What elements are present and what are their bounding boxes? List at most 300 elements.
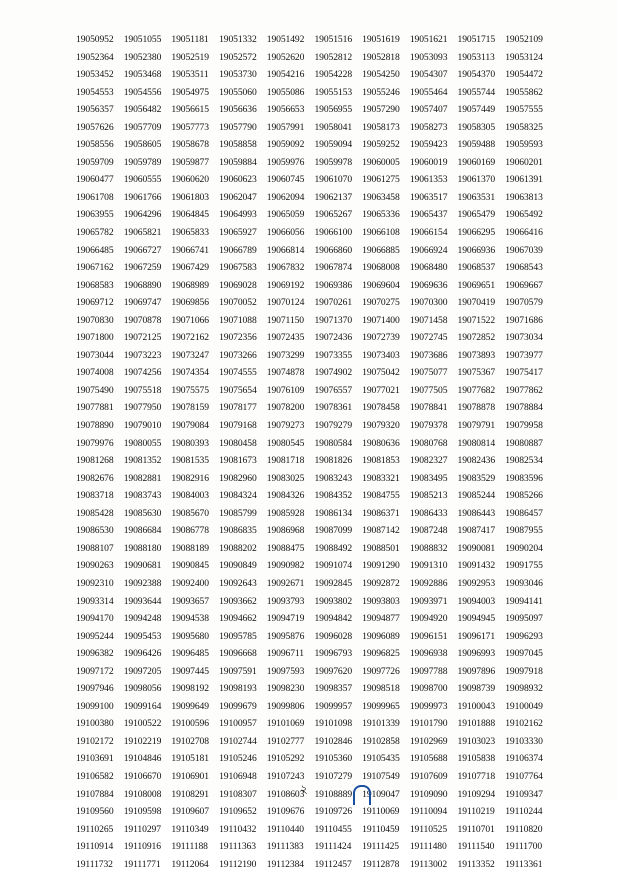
roll-number-cell: 19074555	[219, 367, 257, 379]
roll-number-cell: 19064296	[123, 209, 162, 221]
roll-number-cell: 19073266	[219, 349, 257, 361]
roll-number-cell: 19081673	[219, 455, 257, 467]
roll-number-cell: 19110244	[505, 806, 543, 818]
roll-number-cell: 19083025	[266, 472, 305, 484]
roll-number-cell: 19069192	[266, 279, 305, 291]
roll-number-cell: 19099965	[362, 700, 400, 712]
roll-number-cell: 19055153	[314, 86, 353, 98]
roll-number-cell: 19100380	[76, 718, 114, 730]
roll-number-cell: 19083243	[314, 472, 353, 484]
roll-number-cell: 19057407	[409, 104, 448, 116]
roll-number-cell: 19081826	[314, 455, 353, 467]
roll-number-cell: 19110432	[219, 823, 257, 835]
table-row	[76, 487, 553, 505]
roll-number-cell: 19058678	[171, 139, 209, 151]
roll-number-cell: 19068890	[123, 279, 162, 291]
roll-number-cell: 19079958	[505, 420, 543, 432]
roll-number-cell: 19096668	[219, 648, 257, 660]
roll-number-cell: 19056482	[123, 104, 162, 116]
roll-number-cell: 19065782	[76, 227, 114, 239]
roll-number-cell: 19107884	[76, 788, 114, 800]
roll-number-cell: 19055464	[409, 86, 448, 98]
roll-number-cell: 19086778	[171, 525, 209, 537]
roll-number-cell: 19078884	[505, 402, 543, 414]
roll-number-cell: 19059593	[505, 139, 543, 151]
roll-number-cell: 19090081	[457, 542, 496, 554]
roll-number-cell: 19079279	[314, 420, 353, 432]
roll-number-cell: 19072436	[314, 332, 353, 344]
table-row	[76, 663, 553, 681]
roll-number-cell: 19093803	[362, 595, 400, 607]
roll-number-cell: 19107718	[457, 770, 496, 782]
roll-number-cell: 19095453	[123, 630, 162, 642]
roll-number-cell: 19057773	[171, 121, 209, 133]
table-row	[76, 505, 553, 523]
roll-number-cell: 19096993	[457, 648, 496, 660]
roll-number-cell: 19059884	[219, 156, 257, 168]
roll-number-cell: 19110459	[362, 823, 400, 835]
roll-number-cell: 19112384	[266, 858, 304, 870]
roll-number-cell: 19073247	[171, 349, 209, 361]
roll-number-cell: 19105181	[171, 753, 209, 765]
roll-number-cell: 19091074	[314, 560, 353, 572]
roll-number-cell: 19109676	[266, 806, 305, 818]
roll-number-cell: 19079010	[123, 420, 162, 432]
roll-number-cell: 19062094	[266, 191, 305, 203]
roll-number-cell: 19065821	[123, 227, 162, 239]
roll-number-cell: 19073977	[505, 349, 543, 361]
roll-number-cell: 19111363	[219, 841, 256, 853]
roll-number-cell: 19056636	[219, 104, 257, 116]
roll-number-cell: 19082916	[171, 472, 209, 484]
roll-number-cell: 19052519	[171, 51, 209, 63]
roll-number-cell: 19097946	[76, 683, 114, 695]
table-row	[76, 417, 553, 435]
roll-number-cell: 19107549	[362, 770, 400, 782]
roll-number-cell: 19059092	[266, 139, 305, 151]
roll-number-cell: 19066814	[266, 244, 305, 256]
roll-number-cell: 19085266	[505, 490, 543, 502]
roll-number-cell: 19097896	[457, 665, 496, 677]
roll-number-cell: 19081718	[266, 455, 305, 467]
roll-number-cell: 19106582	[76, 770, 114, 782]
roll-number-cell: 19093046	[505, 577, 543, 589]
roll-number-cell: 19055862	[505, 86, 543, 98]
roll-number-cell: 19051181	[171, 34, 209, 45]
roll-number-cell: 19093662	[219, 595, 257, 607]
roll-number-cell: 19061708	[76, 191, 114, 203]
table-row	[76, 522, 553, 540]
roll-number-cell: 19087417	[457, 525, 496, 537]
roll-number-cell: 19090845	[171, 560, 209, 572]
roll-number-cell: 19088492	[314, 542, 353, 554]
roll-number-cell: 19112064	[171, 858, 209, 870]
roll-number-cell: 19058305	[457, 121, 496, 133]
roll-number-cell: 19083321	[362, 472, 400, 484]
roll-number-cell: 19051492	[266, 34, 305, 45]
roll-number-cell: 19051332	[219, 34, 257, 45]
roll-number-cell: 19071088	[219, 314, 257, 326]
roll-number-cell: 19067832	[266, 262, 305, 274]
roll-number-cell: 19053730	[219, 69, 257, 81]
table-row	[76, 259, 553, 277]
roll-number-cell: 19080545	[266, 437, 305, 449]
roll-number-cell: 19094248	[123, 613, 162, 625]
roll-number-cell: 19059789	[123, 156, 162, 168]
roll-number-cell: 19082534	[505, 455, 543, 467]
roll-number-cell: 19058556	[76, 139, 114, 151]
roll-number-cell: 19111188	[171, 841, 208, 853]
roll-number-cell: 19111700	[505, 841, 543, 853]
roll-number-cell: 19056653	[266, 104, 305, 116]
roll-number-cell: 19103330	[505, 735, 543, 747]
roll-number-cell: 19094662	[219, 613, 257, 625]
roll-number-cell: 19083743	[123, 490, 162, 502]
roll-number-cell: 19094920	[409, 613, 448, 625]
roll-number-cell: 19065927	[219, 227, 257, 239]
roll-number-cell: 19060005	[362, 156, 400, 168]
roll-number-cell: 19108889	[314, 788, 353, 800]
roll-number-cell: 19097918	[505, 665, 543, 677]
table-row	[76, 294, 553, 312]
roll-number-cell: 19060169	[457, 156, 496, 168]
page-number: ২	[300, 782, 308, 796]
roll-number-cell: 19063531	[457, 191, 496, 203]
roll-number-cell: 19060555	[123, 174, 162, 186]
roll-number-cell: 19069604	[362, 279, 400, 291]
roll-number-cell: 19100043	[457, 700, 496, 712]
roll-number-cell: 19054250	[362, 69, 400, 81]
roll-number-cell: 19073044	[76, 349, 114, 361]
roll-number-cell: 19110094	[409, 806, 448, 818]
roll-number-cell: 19070052	[219, 297, 257, 309]
roll-number-cell: 19069747	[123, 297, 162, 309]
roll-number-cell: 19075042	[362, 367, 400, 379]
roll-number-cell: 19077881	[76, 402, 114, 414]
roll-number-cell: 19108291	[171, 788, 209, 800]
roll-number-cell: 19092643	[219, 577, 257, 589]
roll-number-cell: 19093971	[409, 595, 448, 607]
roll-number-cell: 19079791	[457, 420, 496, 432]
roll-number-cell: 19063955	[76, 209, 114, 221]
roll-number-cell: 19099973	[409, 700, 448, 712]
roll-number-cell: 19066885	[362, 244, 400, 256]
roll-number-cell: 19057626	[76, 121, 114, 133]
roll-number-cell: 19060201	[505, 156, 543, 168]
roll-number-cell: 19111771	[123, 858, 161, 870]
roll-number-cell: 19061766	[123, 191, 162, 203]
roll-number-cell: 19060620	[171, 174, 209, 186]
roll-number-cell: 19090982	[266, 560, 305, 572]
roll-number-cell: 19078159	[171, 402, 209, 414]
roll-number-cell: 19078200	[266, 402, 305, 414]
roll-number-cell: 19102162	[505, 718, 543, 730]
roll-number-cell: 19078890	[76, 420, 114, 432]
table-row	[76, 803, 553, 821]
roll-number-cell: 19098357	[314, 683, 353, 695]
roll-number-cell: 19053124	[505, 51, 543, 63]
table-row	[76, 171, 553, 189]
roll-number-cell: 19080393	[171, 437, 209, 449]
roll-number-cell: 19109607	[171, 806, 209, 818]
roll-number-cell: 19062047	[219, 191, 257, 203]
roll-number-cell: 19105246	[219, 753, 257, 765]
roll-number-cell: 19066485	[76, 244, 114, 256]
roll-number-cell: 19067429	[171, 262, 209, 274]
roll-number-cell: 19075077	[409, 367, 448, 379]
roll-number-cell: 19095680	[171, 630, 209, 642]
roll-number-cell: 19098230	[266, 683, 305, 695]
roll-number-cell: 19084003	[171, 490, 209, 502]
roll-number-cell: 19099100	[76, 700, 114, 712]
roll-number-cell: 19083718	[76, 490, 114, 502]
roll-number-cell: 19054556	[123, 86, 162, 98]
roll-number-cell: 19105435	[362, 753, 400, 765]
table-row	[76, 119, 553, 137]
roll-number-cell: 19067583	[219, 262, 257, 274]
roll-number-cell: 19094170	[76, 613, 114, 625]
roll-number-cell: 19059423	[409, 139, 448, 151]
roll-number-cell: 19108008	[123, 788, 162, 800]
roll-number-cell: 19078177	[219, 402, 257, 414]
roll-number-cell: 19077862	[505, 384, 543, 396]
roll-number-cell: 19066727	[123, 244, 162, 256]
table-row	[76, 31, 553, 49]
roll-number-cell: 19080055	[123, 437, 162, 449]
roll-number-cell: 19085428	[76, 507, 114, 519]
roll-number-cell: 19102846	[314, 735, 353, 747]
roll-number-cell: 19072852	[457, 332, 496, 344]
roll-number-cell: 19102744	[219, 735, 257, 747]
roll-number-cell: 19110265	[76, 823, 114, 835]
roll-number-cell: 19106948	[219, 770, 257, 782]
roll-number-cell: 19067039	[505, 244, 543, 256]
roll-number-cell: 19053511	[171, 69, 209, 81]
roll-number-cell: 19095244	[76, 630, 114, 642]
roll-number-cell: 19064845	[171, 209, 209, 221]
roll-number-cell: 19058273	[409, 121, 448, 133]
roll-number-cell: 19065336	[362, 209, 400, 221]
roll-number-cell: 19093793	[266, 595, 305, 607]
roll-number-cell: 19081853	[362, 455, 400, 467]
table-row	[76, 610, 553, 628]
table-row	[76, 768, 553, 786]
roll-number-cell: 19077682	[457, 384, 496, 396]
roll-number-cell: 19070300	[409, 297, 448, 309]
roll-number-cell: 19099164	[123, 700, 162, 712]
roll-number-cell: 19113002	[409, 858, 448, 870]
roll-number-cell: 19068989	[171, 279, 209, 291]
roll-number-cell: 19086443	[457, 507, 496, 519]
roll-number-cell: 19088501	[362, 542, 400, 554]
roll-number-cell: 19077950	[123, 402, 162, 414]
roll-number-cell: 19054228	[314, 69, 353, 81]
roll-number-cell: 19080458	[219, 437, 257, 449]
roll-number-cell: 19111732	[76, 858, 113, 870]
roll-number-cell: 19071066	[171, 314, 209, 326]
table-row	[76, 101, 553, 119]
roll-number-cell: 19110440	[266, 823, 304, 835]
roll-number-cell: 19087248	[409, 525, 448, 537]
roll-number-cell: 19091755	[505, 560, 543, 572]
table-row	[76, 557, 553, 575]
table-row	[76, 698, 553, 716]
roll-number-cell: 19051715	[457, 34, 496, 45]
roll-number-cell: 19086530	[76, 525, 114, 537]
roll-number-cell: 19100522	[123, 718, 162, 730]
roll-number-cell: 19079976	[76, 437, 114, 449]
roll-number-cell: 19069028	[219, 279, 257, 291]
roll-number-cell: 19096151	[409, 630, 448, 642]
roll-number-cell: 19079168	[219, 420, 257, 432]
roll-number-cell: 19101790	[409, 718, 448, 730]
roll-number-cell: 19065492	[505, 209, 543, 221]
roll-number-cell: 19057555	[505, 104, 543, 116]
roll-number-cell: 19054472	[505, 69, 543, 81]
roll-number-cell: 19066416	[505, 227, 543, 239]
roll-number-cell: 19096485	[171, 648, 209, 660]
roll-number-cell: 19108603	[266, 788, 305, 800]
roll-number-cell: 19101069	[266, 718, 305, 730]
roll-number-cell: 19068543	[505, 262, 543, 274]
roll-number-cell: 19078841	[409, 402, 448, 414]
roll-number-cell: 19088475	[266, 542, 305, 554]
roll-number-cell: 19109090	[409, 788, 448, 800]
roll-number-cell: 19072162	[171, 332, 209, 344]
roll-number-cell: 19065479	[457, 209, 496, 221]
roll-number-cell: 19075490	[76, 384, 114, 396]
roll-number-cell: 19096382	[76, 648, 114, 660]
roll-number-cell: 19096171	[457, 630, 496, 642]
roll-number-cell: 19065437	[409, 209, 448, 221]
roll-number-cell: 19094003	[457, 595, 496, 607]
roll-number-cell: 19073355	[314, 349, 353, 361]
roll-number-cell: 19110297	[123, 823, 161, 835]
table-row	[76, 382, 553, 400]
roll-number-cell: 19071370	[314, 314, 353, 326]
table-row	[76, 364, 553, 382]
roll-number-cell: 19070124	[266, 297, 305, 309]
roll-number-cell: 19092845	[314, 577, 353, 589]
roll-number-cell: 19059094	[314, 139, 353, 151]
table-row	[76, 435, 553, 453]
roll-number-cell: 19086968	[266, 525, 305, 537]
roll-number-cell: 19109726	[314, 806, 353, 818]
roll-number-cell: 19052109	[505, 34, 543, 45]
roll-number-cell: 19098518	[362, 683, 400, 695]
roll-number-cell: 19098700	[409, 683, 448, 695]
roll-number-cell: 19090681	[123, 560, 162, 572]
roll-number-cell: 19067259	[123, 262, 162, 274]
roll-number-cell: 19109347	[505, 788, 543, 800]
roll-number-cell: 19084755	[362, 490, 400, 502]
table-row	[76, 856, 553, 873]
roll-number-cell: 19075518	[123, 384, 162, 396]
roll-number-cell: 19110069	[362, 806, 400, 818]
roll-number-cell: 19107243	[266, 770, 305, 782]
roll-number-cell: 19075367	[457, 367, 496, 379]
roll-number-cell: 19070261	[314, 297, 353, 309]
table-row	[76, 645, 553, 663]
roll-number-cell: 19069636	[409, 279, 448, 291]
roll-number-cell: 19066741	[171, 244, 209, 256]
table-row	[76, 329, 553, 347]
roll-number-cell: 19082960	[219, 472, 257, 484]
roll-number-cell: 19110916	[123, 841, 161, 853]
table-row	[76, 593, 553, 611]
roll-number-cell: 19058041	[314, 121, 353, 133]
roll-number-cell: 19074878	[266, 367, 305, 379]
roll-number-cell: 19092388	[123, 577, 162, 589]
roll-number-cell: 19060745	[266, 174, 305, 186]
roll-number-cell: 19053468	[123, 69, 162, 81]
roll-number-cell: 19105688	[409, 753, 448, 765]
roll-number-cell: 19097593	[266, 665, 305, 677]
roll-number-cell: 19074902	[314, 367, 353, 379]
roll-number-cell: 19052812	[314, 51, 353, 63]
roll-number-cell: 19061070	[314, 174, 353, 186]
roll-number-cell: 19067874	[314, 262, 353, 274]
roll-number-cell: 19056955	[314, 104, 353, 116]
roll-number-cell: 19100596	[171, 718, 209, 730]
roll-number-cell: 19054370	[457, 69, 496, 81]
roll-number-cell: 19113361	[505, 858, 543, 870]
roll-number-cell: 19069651	[457, 279, 496, 291]
roll-number-cell: 19070579	[505, 297, 543, 309]
roll-number-cell: 19060477	[76, 174, 114, 186]
roll-number-cell: 19066056	[266, 227, 305, 239]
roll-number-cell: 19093657	[171, 595, 209, 607]
roll-number-cell: 19094842	[314, 613, 353, 625]
roll-number-cell: 19080887	[505, 437, 543, 449]
roll-number-cell: 19092872	[362, 577, 400, 589]
roll-number-cell: 19073403	[362, 349, 400, 361]
roll-number-cell: 19085928	[266, 507, 305, 519]
roll-number-cell: 19093802	[314, 595, 353, 607]
roll-number-cell: 19095785	[219, 630, 257, 642]
roll-number-cell: 19077505	[409, 384, 448, 396]
roll-number-cell: 19088202	[219, 542, 257, 554]
table-row	[76, 575, 553, 593]
roll-number-cell: 19106901	[171, 770, 209, 782]
roll-number-cell: 19069386	[314, 279, 353, 291]
roll-number-cell: 19111383	[266, 841, 304, 853]
roll-number-cell: 19070878	[123, 314, 162, 326]
roll-number-cell: 19072745	[409, 332, 448, 344]
roll-number-cell: 19085799	[219, 507, 257, 519]
roll-number-cell: 19110820	[505, 823, 543, 835]
roll-number-cell: 19085244	[457, 490, 496, 502]
table-row	[76, 821, 553, 839]
roll-number-cell: 19066924	[409, 244, 448, 256]
table-row	[76, 715, 553, 733]
roll-number-cell: 19065059	[266, 209, 305, 221]
table-row	[76, 84, 553, 102]
roll-number-cell: 19058173	[362, 121, 400, 133]
roll-number-cell: 19052620	[266, 51, 305, 63]
roll-number-cell: 19090263	[76, 560, 114, 572]
roll-number-cell: 19076557	[314, 384, 353, 396]
roll-number-cell: 19085630	[123, 507, 162, 519]
roll-number-cell: 19057991	[266, 121, 305, 133]
roll-number-cell: 19086371	[362, 507, 400, 519]
roll-number-cell: 19107764	[505, 770, 543, 782]
roll-number-cell: 19106374	[505, 753, 543, 765]
roll-number-cell: 19105360	[314, 753, 353, 765]
roll-number-cell: 19096293	[505, 630, 543, 642]
table-row	[76, 347, 553, 365]
roll-number-cell: 19059877	[171, 156, 209, 168]
